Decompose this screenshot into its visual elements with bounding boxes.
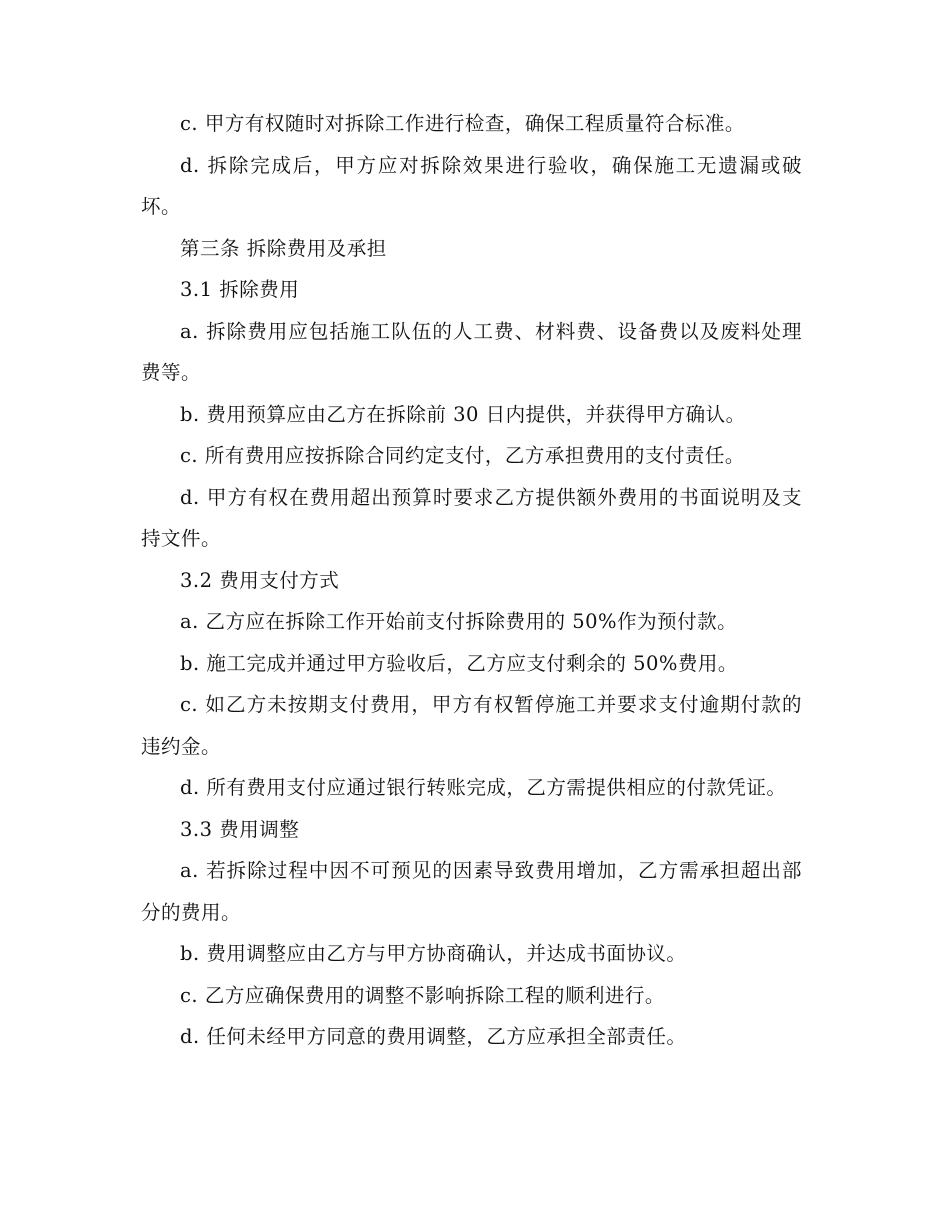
clause-3-2-a: a. 乙方应在拆除工作开始前支付拆除费用的 50%作为预付款。 bbox=[180, 610, 738, 633]
clause-3-3-c: c. 乙方应确保费用的调整不影响拆除工程的顺利进行。 bbox=[180, 983, 665, 1007]
clause-3-1-b: b. 费用预算应由乙方在拆除前 30 日内提供，并获得甲方确认。 bbox=[180, 402, 746, 426]
clause-3-2-c: c. 如乙方未按期支付费用，甲方有权暂停施工并要求支付逾期付款的违约金。 bbox=[141, 693, 802, 758]
clause-3-3-a: a. 若拆除过程中因不可预见的因素导致费用增加，乙方需承担超出部分的费用。 bbox=[141, 859, 802, 924]
clause-3-3-d: d. 任何未经甲方同意的费用调整，乙方应承担全部责任。 bbox=[180, 1025, 687, 1048]
clause-3-c-inspection: c. 甲方有权随时对拆除工作进行检查，确保工程质量符合标准。 bbox=[180, 112, 745, 135]
article-3-heading: 第三条 拆除费用及承担 bbox=[180, 236, 387, 260]
clause-3-1-a: a. 拆除费用应包括施工队伍的人工费、材料费、设备费以及废料处理费等。 bbox=[141, 319, 802, 384]
section-3-3-heading: 3.3 费用调整 bbox=[180, 817, 300, 841]
clause-3-1-c: c. 所有费用应按拆除合同约定支付，乙方承担费用的支付责任。 bbox=[180, 444, 745, 467]
clause-3-2-b: b. 施工完成并通过甲方验收后，乙方应支付剩余的 50%费用。 bbox=[180, 651, 738, 675]
clause-3-3-b: b. 费用调整应由乙方与甲方协商确认，并达成书面协议。 bbox=[180, 942, 687, 965]
section-3-2-heading: 3.2 费用支付方式 bbox=[180, 568, 340, 592]
clause-3-d-acceptance: d. 拆除完成后，甲方应对拆除效果进行验收，确保施工无遗漏或破坏。 bbox=[141, 153, 802, 218]
clause-3-1-d: d. 甲方有权在费用超出预算时要求乙方提供额外费用的书面说明及支持文件。 bbox=[141, 485, 802, 550]
clause-3-2-d: d. 所有费用支付应通过银行转账完成，乙方需提供相应的付款凭证。 bbox=[180, 776, 787, 799]
section-3-1-heading: 3.1 拆除费用 bbox=[180, 278, 300, 301]
